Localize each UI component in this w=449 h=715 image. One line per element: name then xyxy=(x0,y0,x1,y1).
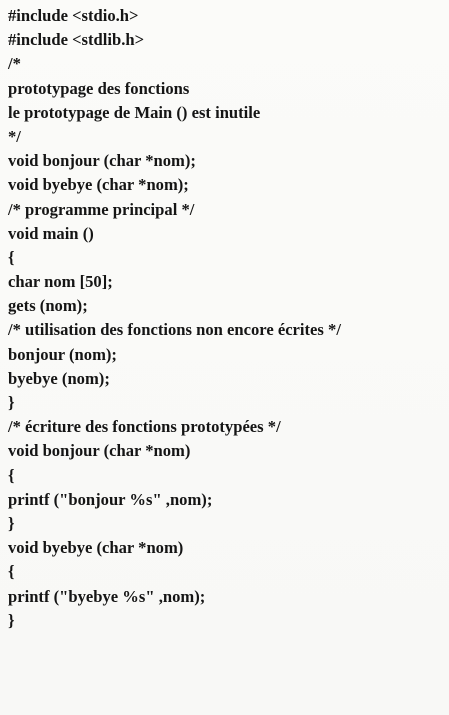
code-line: { xyxy=(8,465,15,485)
code-line: #include <stdio.h> xyxy=(8,6,139,25)
code-line: le prototypage de Main () est inutile xyxy=(8,102,261,122)
code-line: printf ("byebye %s" ,nom); xyxy=(8,586,206,606)
code-line: prototypage des fonctions xyxy=(8,78,190,98)
code-line: } xyxy=(8,513,15,533)
code-line: } xyxy=(8,610,15,630)
code-line: { xyxy=(8,562,15,582)
code-line: /* écriture des fonctions prototypées */ xyxy=(8,417,281,437)
code-line: void byebye (char *nom); xyxy=(8,175,189,195)
code-line: void byebye (char *nom) xyxy=(8,538,184,558)
code-line: gets (nom); xyxy=(8,296,88,316)
code-line: /* xyxy=(8,54,21,74)
code-line: void bonjour (char *nom); xyxy=(8,151,196,171)
code-line: } xyxy=(8,393,15,412)
code-line: */ xyxy=(8,126,21,146)
code-line: void main () xyxy=(8,223,94,243)
code-line: char nom [50]; xyxy=(8,272,113,292)
code-line: byebye (nom); xyxy=(8,368,110,388)
code-line: #include <stdlib.h> xyxy=(8,30,145,50)
code-line: /* utilisation des fonctions non encore écrites */ xyxy=(8,320,341,340)
code-line: bonjour (nom); xyxy=(8,344,117,364)
code-line: { xyxy=(8,247,15,267)
code-line: void bonjour (char *nom) xyxy=(8,441,191,461)
code-listing xyxy=(8,4,449,633)
code-line: printf ("bonjour %s" ,nom); xyxy=(8,489,213,509)
code-line: /* programme principal */ xyxy=(8,199,195,219)
